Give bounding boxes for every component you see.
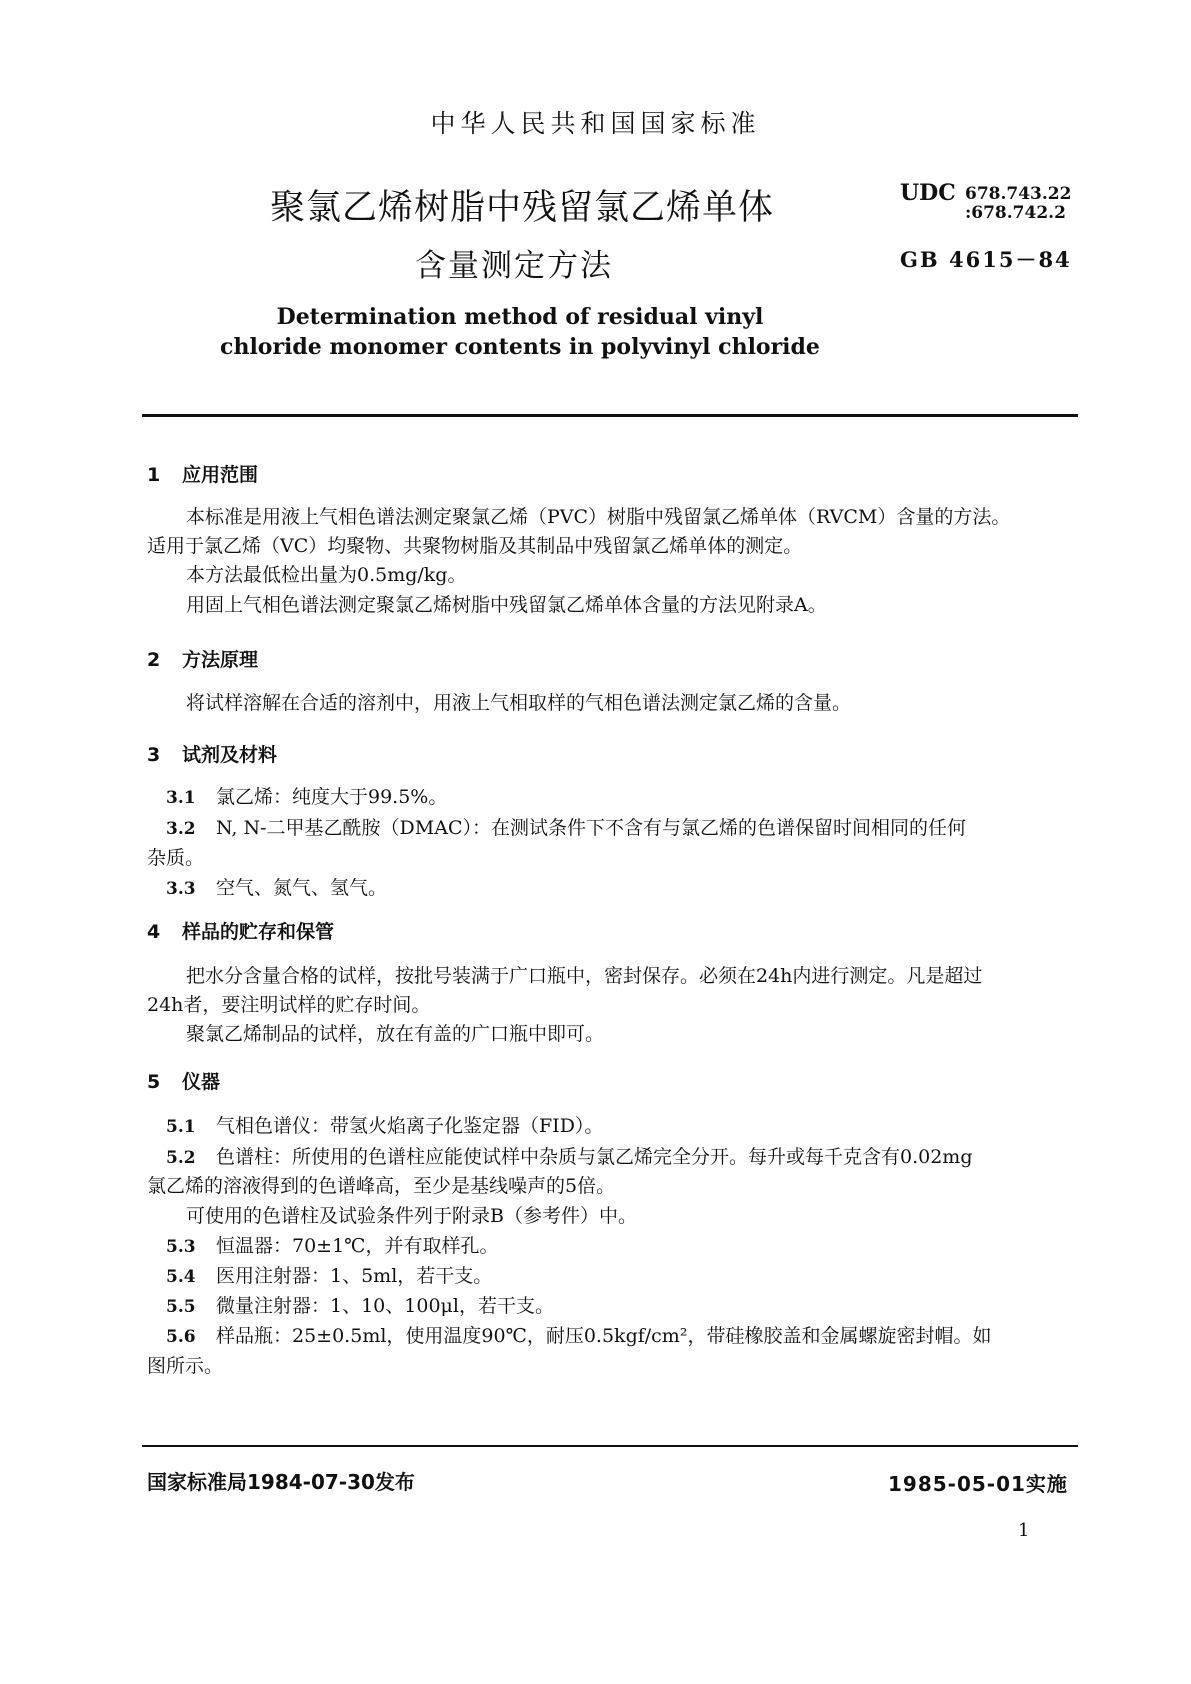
section-number: 5 xyxy=(147,1071,161,1093)
section-number: 2 xyxy=(147,649,161,671)
gb-standard-number: GB 4615－84 xyxy=(900,247,1072,272)
list-item xyxy=(166,1144,973,1171)
list-item xyxy=(166,875,387,902)
national-standard-title: 中华人民共和国国家标准 xyxy=(430,109,761,138)
udc-label: UDC xyxy=(900,180,956,206)
item-text: 氯乙烯：纯度大于99.5%。 xyxy=(216,786,448,808)
item-text: 恒温器：70±1℃，并有取样孔。 xyxy=(216,1235,499,1257)
section-title: 方法原理 xyxy=(182,649,259,671)
item-number: 5.2 xyxy=(166,1148,196,1168)
document-title-cn-line2: 含量测定方法 xyxy=(415,248,613,284)
item-text: N, N-二甲基乙酰胺（DMAC）：在测试条件下不含有与氯乙烯的色谱保留时间相同的任何 xyxy=(216,817,966,839)
item-text: 气相色谱仪：带氢火焰离子化鉴定器（FID）。 xyxy=(216,1115,604,1137)
list-item xyxy=(166,1233,498,1260)
section-title: 应用范围 xyxy=(182,464,259,486)
item-number: 5.1 xyxy=(166,1117,196,1137)
list-item xyxy=(166,784,447,811)
section-heading-4 xyxy=(147,917,334,944)
item-text: 空气、氮气、氢气。 xyxy=(216,877,388,899)
document-title-en-line2: chloride monomer contents in polyvinyl chloride xyxy=(220,334,820,360)
section-heading-3 xyxy=(147,740,277,767)
item-text: 样品瓶：25±0.5ml，使用温度90℃，耐压0.5kgf/cm²，带硅橡胶盖和金属螺旋密封帽。如 xyxy=(216,1325,992,1347)
effective-date: 1985-05-01实施 xyxy=(888,1472,1068,1496)
list-item xyxy=(166,815,966,842)
issue-date: 国家标准局1984-07-30发布 xyxy=(147,1470,415,1494)
paragraph: 可使用的色谱柱及试验条件列于附录B（参考件）中。 xyxy=(186,1205,637,1227)
section-title: 试剂及材料 xyxy=(182,744,278,766)
item-number: 5.4 xyxy=(166,1267,196,1287)
page-number: 1 xyxy=(1018,1520,1030,1541)
item-number: 5.6 xyxy=(166,1327,196,1347)
paragraph: 本方法最低检出量为0.5mg/kg。 xyxy=(186,564,467,586)
paragraph-continuation: 24h者，要注明试样的贮存时间。 xyxy=(147,994,431,1016)
header-divider xyxy=(142,414,1078,417)
udc-code-primary: 678.743.22 xyxy=(965,184,1072,204)
paragraph: 本标准是用液上气相色谱法测定聚氯乙烯（PVC）树脂中残留氯乙烯单体（RVCM）含量的方法。 xyxy=(186,506,1011,528)
list-item xyxy=(166,1323,991,1350)
item-number: 3.2 xyxy=(166,819,196,839)
item-text: 微量注射器：1、10、100μl，若干支。 xyxy=(216,1295,554,1317)
item-text: 色谱柱：所使用的色谱柱应能使试样中杂质与氯乙烯完全分开。每升或每千克含有0.02mg xyxy=(216,1146,973,1168)
paragraph: 把水分含量合格的试样，按批号装满于广口瓶中，密封保存。必须在24h内进行测定。凡是超过 xyxy=(186,965,983,987)
udc-code-secondary: :678.742.2 xyxy=(965,203,1066,223)
paragraph: 将试样溶解在合适的溶剂中，用液上气相取样的气相色谱法测定氯乙烯的含量。 xyxy=(186,692,852,714)
section-number: 3 xyxy=(147,744,161,766)
list-item xyxy=(166,1263,492,1290)
item-number: 3.3 xyxy=(166,879,196,899)
section-number: 1 xyxy=(147,464,161,486)
footer-divider xyxy=(142,1445,1078,1447)
list-item xyxy=(166,1113,603,1140)
paragraph: 用固上气相色谱法测定聚氯乙烯树脂中残留氯乙烯单体含量的方法见附录A。 xyxy=(186,594,827,616)
section-title: 样品的贮存和保管 xyxy=(182,921,335,943)
list-item-continuation: 图所示。 xyxy=(147,1355,224,1377)
section-title: 仪器 xyxy=(182,1071,221,1093)
item-number: 5.5 xyxy=(166,1297,196,1317)
document-title-cn-line1: 聚氯乙烯树脂中残留氯乙烯单体 xyxy=(270,188,775,228)
section-heading-5 xyxy=(147,1067,220,1094)
paragraph-continuation: 适用于氯乙烯（VC）均聚物、共聚物树脂及其制品中残留氯乙烯单体的测定。 xyxy=(147,535,803,557)
paragraph: 聚氯乙烯制品的试样，放在有盖的广口瓶中即可。 xyxy=(186,1023,605,1045)
list-item-continuation: 氯乙烯的溶液得到的色谱峰高，至少是基线噪声的5倍。 xyxy=(147,1175,616,1197)
item-number: 3.1 xyxy=(166,788,196,808)
document-title-en-line1: Determination method of residual vinyl xyxy=(276,304,764,330)
item-text: 医用注射器：1、5ml，若干支。 xyxy=(216,1265,493,1287)
item-number: 5.3 xyxy=(166,1237,196,1257)
section-heading-2 xyxy=(147,645,258,672)
section-heading-1 xyxy=(147,460,258,487)
list-item xyxy=(166,1293,554,1320)
list-item-continuation: 杂质。 xyxy=(147,847,205,869)
section-number: 4 xyxy=(147,921,161,943)
